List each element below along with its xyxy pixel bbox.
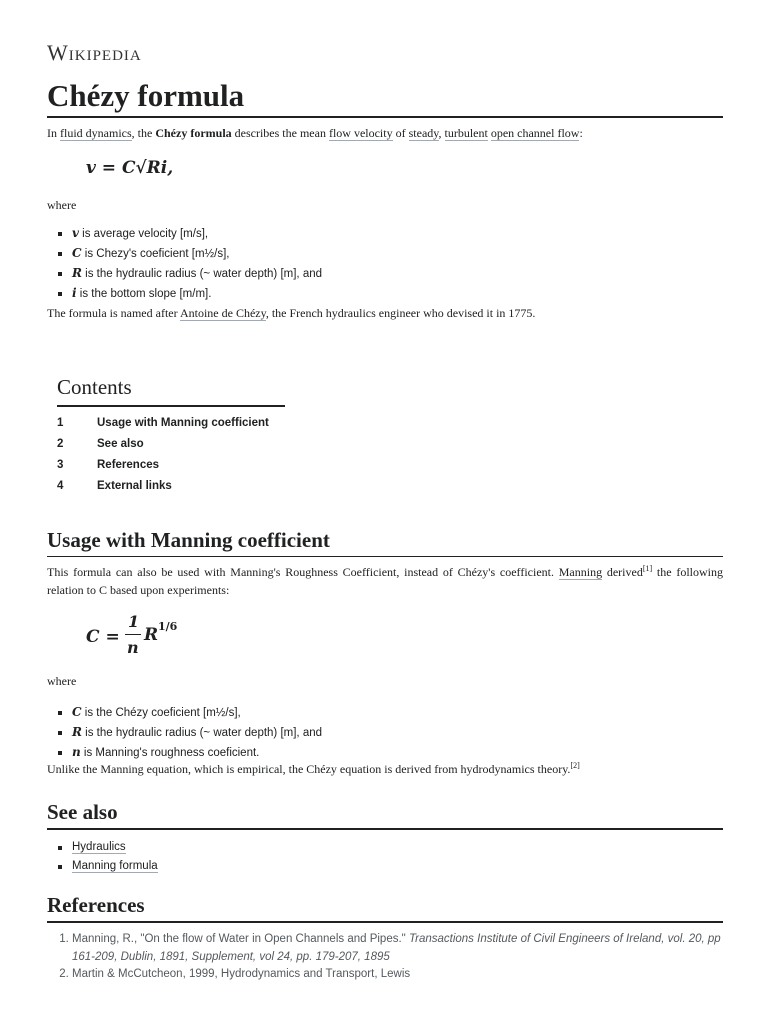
section-divider	[47, 921, 723, 923]
named-after-paragraph: The formula is named after Antoine de Chézy, the French hydraulics engineer who devised it in 1775.	[47, 306, 536, 320]
reference-item: 2. Martin & McCutcheon, 1999, Hydrodynamics and Transport, Lewis	[72, 966, 723, 984]
where-label: where	[47, 674, 77, 688]
list-item: R is the hydraulic radius (~ water depth) [m], and	[47, 723, 707, 743]
toc-divider	[57, 405, 285, 407]
section-divider	[47, 828, 723, 830]
variable-list	[47, 224, 707, 304]
list-item: R is the hydraulic radius (~ water depth) [m], and	[47, 264, 707, 284]
variable-list	[47, 703, 707, 763]
toc-item-see-also[interactable]: 2 See also	[57, 438, 144, 450]
title-divider	[47, 116, 723, 118]
section-heading-usage: Usage with Manning coefficient	[47, 528, 330, 552]
intro-paragraph: In fluid dynamics, the Chézy formula describes the mean flow velocity of steady, turbulent open channel flow:	[47, 126, 583, 140]
link-flow-velocity[interactable]: flow velocity	[328, 126, 393, 140]
link-manning[interactable]: Manning	[558, 565, 603, 579]
section-heading-references: References	[47, 893, 145, 917]
link-manning-formula[interactable]: Manning formula	[72, 860, 158, 872]
list-item: v is average velocity [m/s],	[47, 224, 707, 244]
page-title: Chézy formula	[47, 78, 245, 113]
chezy-equation: v = C√Ri,	[86, 158, 174, 178]
citation-2[interactable]: [2]	[570, 761, 580, 770]
list-item	[47, 838, 447, 857]
reference-list	[47, 931, 723, 984]
list-item: n is Manning's roughness coeficient.	[47, 743, 707, 763]
toc-item-references[interactable]: 3 References	[57, 459, 160, 471]
link-steady[interactable]: steady	[408, 126, 439, 140]
section-heading-see-also: See also	[47, 800, 118, 824]
unlike-paragraph: Unlike the Manning equation, which is empirical, the Chézy equation is derived from hydrodynamics theory.[2]	[47, 761, 580, 776]
list-item: C is Chezy's coeficient [m½/s],	[47, 244, 707, 264]
reference-item: 1. Manning, R., "On the flow of Water in Open Channels and Pipes." Transactions Institute of Civil Engineers of Ireland, vol. 20, pp 161-209, Dublin, 1891, Supplement, vol 24, pp. 179-207, 1895	[72, 931, 723, 966]
link-turbulent[interactable]: turbulent	[444, 126, 488, 140]
link-fluid-dynamics[interactable]: fluid dynamics	[60, 126, 132, 140]
usage-paragraph: This formula can also be used with Manning's Roughness Coefficient, instead of Chézy's coefficient. Manning derived[1] the following relation to C based upon experiments:	[47, 564, 724, 597]
list-item: i is the bottom slope [m/m].	[47, 284, 707, 304]
link-open-channel-flow[interactable]: open channel flow	[490, 126, 580, 140]
table-of-contents	[57, 375, 297, 497]
wikipedia-wordmark[interactable]: Wikipedia	[47, 40, 142, 65]
term-bold: Chézy formula	[155, 126, 232, 140]
toc-item-external-links[interactable]: 4 External links	[57, 480, 172, 492]
toc-item-usage[interactable]: 1 Usage with Manning coefficient	[57, 417, 269, 429]
section-divider	[47, 556, 723, 557]
list-item: C is the Chézy coeficient [m½/s],	[47, 703, 707, 723]
list-item	[47, 857, 447, 876]
link-hydraulics[interactable]: Hydraulics	[72, 841, 126, 853]
citation-1[interactable]: [1]	[642, 564, 653, 573]
see-also-list	[47, 838, 447, 876]
toc-title: Contents	[57, 375, 132, 399]
link-antoine-de-chezy[interactable]: Antoine de Chézy	[179, 306, 266, 320]
where-label: where	[47, 198, 77, 212]
